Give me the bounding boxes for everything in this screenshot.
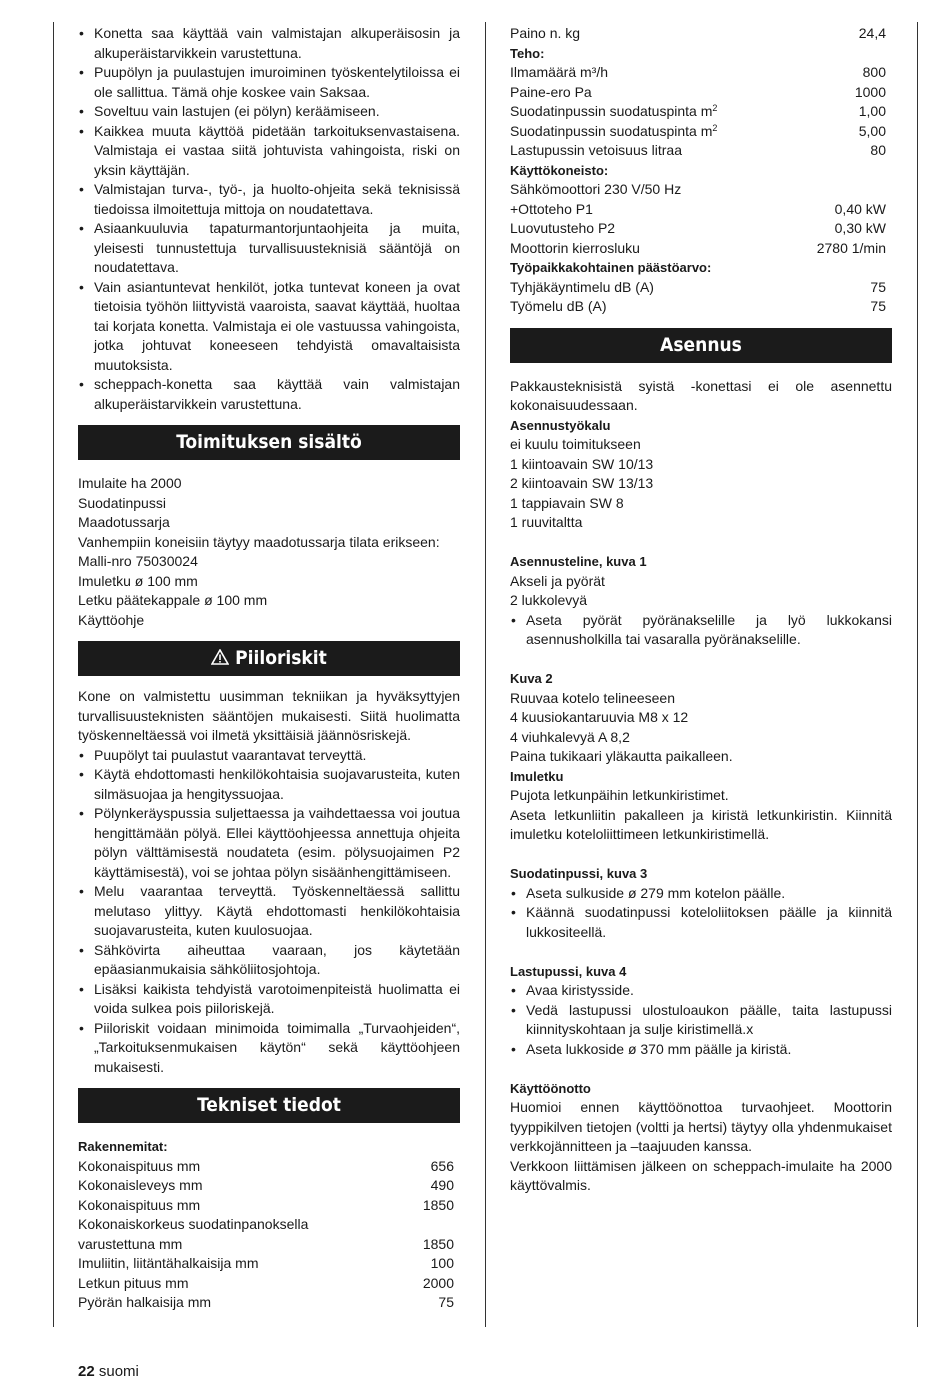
spec-row [510,102,892,122]
list-item: • Valmistajan turva-, työ-, ja huolto-ohjeita sekä teknisissä tiedoissa ilmoitettuja mittoja on noudatettava. [78,180,460,219]
delivery-item: Imuletku ø 100 mm [78,572,198,589]
right-column [510,24,892,1196]
list-item: • Aseta pyörät pyöränakselille ja lyö lukkokansi asennusholkilla tai vasaralla pyöränakselille. [510,611,892,650]
right-column-rule [917,22,918,1327]
tool-item: 1 tappiavain SW 8 [510,494,624,511]
spec-value: 800 [862,64,886,80]
spec-row [510,239,892,259]
spec-row [510,24,892,44]
risks-title: Piiloriskit [235,647,327,669]
spec-row [510,122,892,142]
tool-item: 2 kiintoavain SW 13/13 [510,475,654,491]
list-item: • Soveltuu vain lastujen (ei pölyn) keräämiseen. [78,102,460,122]
list-item: • Käytä ehdottomasti henkilökohtaisia suojavarusteita, kuten silmäsuojaa ja hengityssuojaa. [78,765,460,804]
drive-heading: Käyttökoneisto: [510,162,609,178]
spec-value: 1850 [422,1196,454,1213]
tool-item: ei kuulu toimitukseen [510,436,641,452]
spec-label: Moottorin kierrosluku [510,239,640,256]
startup-paragraph: Verkkoon liittämisen jälkeen on scheppach-imulaite ha 2000 käyttövalmis. [510,1157,892,1193]
page-number: 22 [78,1363,95,1380]
page-footer [78,1362,139,1382]
list-item: • Asiaankuuluvia tapaturmantorjuntaohjeita ja muita, yleisesti tunnustettuja turvallisuusteknisiä sääntöjä on noudatettava. [78,219,460,278]
fig2-line: 4 kuusiokantaruuvia M8 x 12 [510,709,689,725]
assembly-body [510,377,892,1196]
chipbag-heading: Lastupussi, kuva 4 [510,963,627,979]
delivery-item: Käyttöohje [78,611,145,628]
spec-value: 0,40 kW [834,200,886,217]
footer-language: suomi [98,1363,139,1380]
stand-line: 2 lukkolevyä [510,592,588,608]
spec-label-text: Suodatinpussin suodatuspinta m [510,103,713,119]
center-column-rule [485,22,486,1327]
spec-value: 1850 [422,1235,454,1252]
spec-label [510,102,717,122]
spacer [510,845,892,865]
delivery-item: Malli-nro 75030024 [78,553,198,569]
delivery-heading: Toimituksen sisältö [78,425,460,460]
spec-label: Kokonaisleveys mm [78,1177,203,1193]
stand-line: Akseli ja pyörät [510,572,605,589]
spec-label [510,122,717,142]
delivery-item: Suodatinpussi [78,494,166,511]
spec-label: Tyhjäkäyntimelu dB (A) [510,278,654,295]
spec-row [78,1293,460,1313]
list-item: • Aseta sulkuside ø 279 mm kotelon päälle. [510,884,892,904]
warning-triangle-icon [211,641,229,676]
spec-value: 656 [430,1157,454,1174]
delivery-item: Maadotussarja [78,514,170,530]
list-item: • Puupölyt tai puulastut vaarantavat terveyttä. [78,746,460,766]
spacer [510,942,892,962]
list-item: • Lisäksi kaikista tehdyistä varotoimenpiteistä huolimatta ei voida sulkea pois piiloriskejä. [78,980,460,1019]
spec-row [78,1157,460,1177]
spec-value: 75 [438,1294,454,1310]
spec-value: 75 [870,298,886,314]
hose-heading: Imuletku [510,768,564,784]
spec-label: Kokonaispituus mm [78,1157,201,1174]
list-item: • Melu vaarantaa terveyttä. Työskenneltäessä sallittu melutaso ylittyy. Käytä ehdottomasti henkilökohtaisia suojavarusteita, kuten kuulosuojaa. [78,882,460,941]
delivery-item: Vanhempiin koneisiin täytyy maadotussarja tilata erikseen: [78,533,440,550]
spec-value: 5,00 [858,122,886,139]
fig2-line: Paina tukikaari yläkautta paikalleen. [510,748,733,764]
spec-value: 2000 [422,1274,454,1291]
spec-row [78,1274,460,1294]
list-item: • Kaikkea muuta käyttöä pidetään tarkoituksenvastaisena. Valmistaja ei vastaa siitä johtuvista vahingoista, riski on yksin käyttäjän. [78,122,460,181]
spec-label: Paino n. kg [510,25,581,41]
assembly-intro: Pakkausteknisistä syistä -konettasi ei ole asennettu kokonaisuudessaan. [510,377,892,413]
spec-row [78,1176,460,1196]
spec-row [78,1196,460,1216]
spec-label: Työmelu dB (A) [510,298,607,314]
fig2-heading: Kuva 2 [510,671,553,686]
spacer [510,650,892,670]
startup-paragraph: Huomioi ennen käyttöönottoa turvaohjeet. Moottorin tyyppikilven tietojen (voltti ja hertsi) täytyy olla yhdenmukaiset verkkojännitteen ja –taajuuden kanssa. [510,1099,892,1154]
spacer [510,1059,892,1079]
left-column-rule [53,22,54,1327]
dimensions-heading: Rakennemitat: [78,1139,168,1154]
risks-heading [78,641,460,676]
emission-heading: Työpaikkakohtainen päästöarvo: [510,260,712,275]
list-item: • Avaa kiristysside. [510,981,892,1001]
motor-line: Sähkömoottori 230 V/50 Hz [510,181,682,197]
list-item: • scheppach-konetta saa käyttää vain valmistajan alkuperäistarvikkein varustettuna. [78,375,460,414]
spec-row [510,63,892,83]
spec-label: Paine-ero Pa [510,83,592,100]
spec-label: Pyörän halkaisija mm [78,1294,212,1310]
spec-value: 1000 [854,83,886,100]
list-item: • Pölynkeräyspussia suljettaessa ja vaihdettaessa voi joutua hengittämään pölyä. Ellei käyttöohjeessa annettuja ohjeita pölyn välttämisestä noudateta (esim. pölysuojaimen P2 käyttämisestä), voi se johtaa pölyn sisäänhengittämiseen. [78,804,460,882]
spec-row [510,297,892,317]
list-item: • Sähkövirta aiheuttaa vaaraan, jos käytetään epäasianmukaisia sähköliitosjohtoja. [78,941,460,980]
spec-row [510,141,892,161]
list-item: • Piiloriskit voidaan minimoida toimimalla „Turvaohjeiden“, „Tarkoituksenmukaisen käytön“ sekä käyttöohjeen mukaisesti. [78,1019,460,1078]
delivery-contents [78,474,460,630]
fig2-line: Ruuvaa kotelo telineeseen [510,689,676,706]
spec-label-text: Suodatinpussin suodatuspinta m [510,122,713,139]
list-item: • Puupölyn ja puulastujen imuroiminen työskentelytiloissa ei ole sallittua. Tämä ohje koskee vain Saksaa. [78,63,460,102]
spec-row [78,1235,460,1255]
spec-label: Ilmamäärä m³/h [510,64,609,80]
risks-body [78,687,460,1077]
spec-label: Imuliitin, liitäntähalkaisija mm [78,1255,259,1271]
spec-row [510,200,892,220]
spec-row [510,278,892,298]
filterbag-heading: Suodatinpussi, kuva 3 [510,866,648,881]
tech-heading: Tekniset tiedot [78,1088,460,1123]
power-heading: Teho: [510,45,545,61]
spec-row [78,1254,460,1274]
intro-bullets [78,24,460,414]
spec-label: Letkun pituus mm [78,1274,189,1291]
spec-label: +Ottoteho P1 [510,200,593,217]
superscript: 2 [712,122,718,133]
stand-heading: Asennusteline, kuva 1 [510,554,647,569]
tool-item: 1 ruuvitaltta [510,514,583,530]
spec-row [510,83,892,103]
spec-label: Luovutusteho P2 [510,220,616,236]
spec-value: 2780 1/min [816,239,886,256]
spec-value: 24,4 [858,25,886,41]
spec-value: 100 [430,1255,454,1271]
tool-item: 1 kiintoavain SW 10/13 [510,455,654,472]
spec-value: 0,30 kW [834,220,886,236]
left-column [78,24,460,1313]
delivery-item: Letku päätekappale ø 100 mm [78,592,268,608]
spec-value: 1,00 [858,103,886,119]
spec-value: 80 [870,142,886,158]
hose-line: Pujota letkunpäihin letkunkiristimet. [510,787,729,803]
spec-label: Lastupussin vetoisuus litraa [510,142,682,158]
spec-label: Kokonaispituus mm [78,1196,201,1213]
assembly-heading: Asennus [510,328,892,363]
startup-heading: Käyttöönotto [510,1080,591,1096]
spec-label: Kokonaiskorkeus suodatinpanoksella [78,1216,309,1232]
list-item: • Käännä suodatinpussi koteloliitoksen päälle ja kiinnitä lukkositeellä. [510,903,892,942]
fig2-line: 4 viuhkalevyä A 8,2 [510,728,630,745]
risks-intro: Kone on valmistettu uusimman tekniikan ja hyväksyttyjen turvallisuusteknisten sääntöjen mukaisesti. Siitä huolimatta työskenneltäessä voi ilmetä yksittäisiä jäännösriskejä. [78,688,460,743]
list-item: • Konetta saa käyttää vain valmistajan alkuperäisosin ja alkuperäistarvikkein varustettuna. [78,24,460,63]
spec-value: 75 [870,278,886,295]
hose-paragraph: Aseta letkunliitin pakalleen ja kiristä letkunkiristin. Kiinnitä imuletku koteloliittimeen letkunkiristimellä. [510,806,892,842]
tech-specs [78,1137,460,1313]
spec-row [510,219,892,239]
spacer [510,533,892,553]
spec-label: varustettuna mm [78,1235,183,1252]
delivery-item: Imulaite ha 2000 [78,475,182,491]
superscript: 2 [712,103,718,113]
list-item: • Aseta lukkoside ø 370 mm päälle ja kiristä. [510,1040,892,1060]
tools-heading: Asennustyökalu [510,417,611,433]
list-item: • Vain asiantuntevat henkilöt, jotka tuntevat koneen ja ovat tietoisia työhön liittyvistä vaaroista, saavat käyttää, huoltaa tai korjata konetta. Valmistaja ei ole vastuussa vahingoista, jotka johtuvat koneeseen tehdyistä omavaltaisista muutoksista. [78,278,460,376]
spec-value: 490 [430,1177,454,1193]
list-item: • Vedä lastupussi ulostuloaukon päälle, taita lastupussi kiinnityskohtaan ja sulje kiristimellä.x [510,1001,892,1040]
